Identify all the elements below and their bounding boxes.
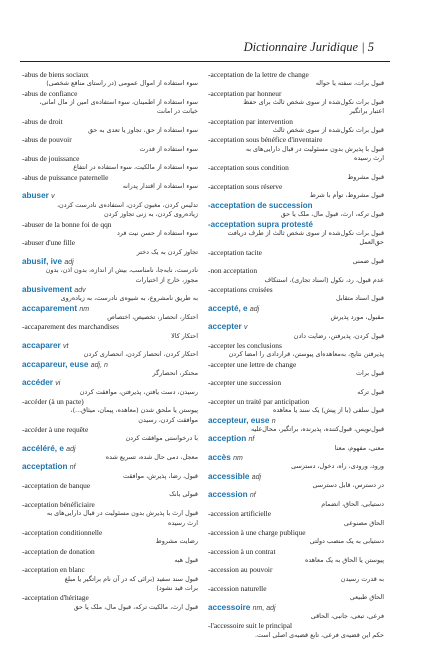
persian-definition: پیوستن یا الحاق به یک معاهده xyxy=(304,555,384,564)
persian-definition: موافقت کردن، رسیدن xyxy=(138,415,198,424)
headword: accepté, e xyxy=(208,303,248,313)
persian-definition: حق‌العمل xyxy=(359,238,384,247)
headword: accapareur, euse xyxy=(22,359,89,369)
persian-definition: دستیابی به یک منصب دولتی xyxy=(309,537,384,546)
part-of-speech: nm, adj xyxy=(252,604,276,612)
part-of-speech: nf xyxy=(248,436,255,444)
persian-definition: معجل، دمی حال شده، تسریع شده xyxy=(105,453,198,462)
persian-definition: قبول مشروط، توأم با شرط xyxy=(309,191,384,200)
french-subentry: -acceptation de donation xyxy=(22,546,95,556)
french-subentry: -acceptation d'héritage xyxy=(22,593,89,603)
persian-definition: قبول ترکه xyxy=(357,387,384,396)
persian-definition: قبول با پذیرش بدون مسئولیت در قبال دارایی‌های به xyxy=(245,144,384,153)
persian-definition: احتکار، انحصار، تخصیص، اختصاص xyxy=(107,312,198,321)
french-subentry: -abuser de la bonne foi de qqn xyxy=(22,219,112,229)
part-of-speech: adj xyxy=(66,445,76,453)
persian-definition: سوء استفاده از حق، تجاوز یا تعدی به حق xyxy=(87,126,198,135)
headword-entry xyxy=(208,416,384,425)
persian-definition: با درخواستی موافقت کردن xyxy=(125,434,198,443)
part-of-speech: nm xyxy=(79,305,90,313)
headword: abusif, ive xyxy=(22,256,63,266)
part-of-speech: adj xyxy=(249,305,260,313)
headword: accepter xyxy=(208,322,242,332)
persian-definition: سوء استفاده از اموال عمومی (در راستای منافع شخصی) xyxy=(46,79,198,88)
persian-definition: قبول کردن، پذیرفتن، رضایت دادن xyxy=(293,331,384,340)
part-of-speech: adj, n xyxy=(90,361,108,369)
headword: abuser xyxy=(22,191,49,201)
headword: accès xyxy=(208,453,231,463)
headword-entry xyxy=(22,304,198,313)
persian-definition: قبول اسناد متقابل xyxy=(336,294,384,303)
french-subentry: -accepter un traité par anticipation xyxy=(208,397,310,407)
headword-entry xyxy=(22,444,198,453)
headword: acceptation xyxy=(22,462,68,472)
persian-definition: خیانت در امانت xyxy=(156,107,198,116)
persian-definition: رسیدن، دست یافتن، پذیرفتن، موافقت کردن xyxy=(79,387,198,396)
persian-definition: قبول، رضا، پذیرش، موافقت xyxy=(123,471,198,480)
french-subentry: -abus de droit xyxy=(22,116,63,126)
headword: accession xyxy=(208,490,248,500)
part-of-speech: vi xyxy=(55,380,61,388)
persian-definition: پیوستن یا ملحق شدن (معاهده، پیمان، میثاق...)، xyxy=(70,406,198,415)
persian-definition: زیاده‌روی کردن، به زنی تجاوز کردن xyxy=(103,210,198,219)
persian-definition: قبول برات xyxy=(355,369,384,377)
french-subentry: -non acceptation xyxy=(208,266,258,276)
persian-definition: به قدرت رسیدن xyxy=(340,574,384,583)
persian-definition: تدلیس کردن، مغبون کردن، استفاده‌ی نادرست کردن، xyxy=(56,200,198,209)
french-subentry: -abus de biens sociaux xyxy=(22,70,89,79)
persian-definition: به طریق نامشروع، به شیوه‌ی نادرست، به زیاده‌روی xyxy=(60,294,198,303)
persian-definition: ارث رسیده xyxy=(168,518,198,527)
part-of-speech: n xyxy=(271,417,276,425)
persian-definition: نادرست، نابه‌جا، نامناسب، بیش از اندازه، بدون اذن، بدون xyxy=(45,266,198,275)
french-subentry: -abuser d'une fille xyxy=(22,238,76,248)
french-subentry: -acceptation de la lettre de change xyxy=(208,70,309,79)
french-subentry: -abus de pouvoir xyxy=(22,135,72,145)
persian-definition: رضایت مشروط xyxy=(155,537,198,546)
page-header xyxy=(0,0,434,66)
headword: accessoire xyxy=(208,602,251,612)
persian-definition: قبول ترکه، ارث، قبول مال، ملک یا حق xyxy=(280,210,384,219)
french-subentry: -accepter une succession xyxy=(208,378,282,388)
persian-definition: مجوز، خارج از اختیارات xyxy=(135,275,198,284)
french-subentry: -acceptation par honneur xyxy=(208,88,282,98)
french-subentry: -accepter les conclusions xyxy=(208,340,282,350)
part-of-speech: adv xyxy=(74,286,86,294)
header-divider xyxy=(20,61,390,62)
headword: acception xyxy=(208,434,247,444)
french-subentry: -abus de puissance paternelle xyxy=(22,172,109,182)
running-head xyxy=(244,40,374,55)
french-subentry: -accéder (à un pacte) xyxy=(22,397,84,407)
headword: accaparer xyxy=(22,340,61,350)
persian-definition: عدم قبول، رد، نکول (اسناد تجاری)، استنکاف xyxy=(264,275,384,284)
headword-entry xyxy=(22,285,198,294)
headword-entry xyxy=(208,472,384,481)
french-subentry: -accession à une charge publique xyxy=(208,527,306,537)
persian-definition: الحاق طبیعی xyxy=(349,593,384,602)
persian-definition: احتکار کردن، انحصار کردن، انحصاری کردن xyxy=(83,350,198,359)
persian-definition: سوء استفاده از اقتدار پدرانه xyxy=(122,182,198,191)
persian-definition: قبول برات نکول‌شده از سوی شخص ثالث برای حفظ xyxy=(243,98,384,107)
persian-definition: قبولی بانک xyxy=(169,490,198,499)
persian-definition: پذیرفتن نتایج، به‌معاهده‌ای پیوستن، قراردادی را امضا کردن xyxy=(228,350,384,359)
french-subentry: -acceptation sous bénéfice d'inventaire xyxy=(208,135,323,145)
persian-definition: حکم این قضیه‌ی فرعی، تابع قضیه‌ی اصلی است. xyxy=(254,630,384,639)
headword: accepteur, euse xyxy=(208,415,270,425)
headword-entry xyxy=(22,378,198,387)
part-of-speech: nf xyxy=(69,464,76,472)
persian-definition: دستیابی، الحاق، انضمام xyxy=(321,499,384,508)
persian-definition: برات قید نشود) xyxy=(156,583,198,592)
french-subentry: -accession artificielle xyxy=(208,509,271,519)
header-separator: | xyxy=(361,40,365,54)
persian-definition: سوء استفاده از حسن نیت فرد xyxy=(116,228,198,237)
french-subentry: -accepter une lettre de change xyxy=(208,359,297,369)
persian-definition: سوء استفاده از اطمینان، سوء استفاده‌ی امین از مال امانی، xyxy=(39,98,198,107)
headword-entry xyxy=(22,257,198,266)
persian-definition: سوء استفاده از قدرت xyxy=(139,144,198,153)
headword-entry xyxy=(208,453,384,462)
french-subentry: -acceptation tacite xyxy=(208,247,262,257)
persian-definition: قبول ارث با پذیرش بدون مسئولیت در قبال دارایی‌های به xyxy=(46,509,198,518)
part-of-speech: adj xyxy=(251,473,262,481)
french-subentry: -accession au pouvoir xyxy=(208,565,273,575)
headword: accéder xyxy=(22,378,53,388)
part-of-speech: v xyxy=(243,324,248,332)
french-subentry: -accéder à une requête xyxy=(22,425,89,435)
persian-definition: مقبول، مورد پذیرش xyxy=(330,312,384,321)
persian-definition: قبول سند سفید (برائی که در آن نام براتگیر یا مبلغ xyxy=(64,574,198,583)
persian-definition: قبول ارث، مالکیت ترکه، قبول مال، ملک یا حق xyxy=(73,602,198,611)
persian-definition: اعتبار براتگیر xyxy=(349,107,384,116)
persian-definition: سوء استفاده از مالکیت، سوء استفاده در انتفاع xyxy=(73,163,198,172)
left-column xyxy=(22,70,198,612)
french-subentry: -accession à un contrat xyxy=(208,546,276,556)
dictionary-title: Dictionnaire Juridique xyxy=(243,40,359,54)
french-subentry: -acceptation par intervention xyxy=(208,116,293,126)
part-of-speech: adj xyxy=(64,258,74,266)
headword-entry xyxy=(208,304,384,313)
french-subentry: -acceptation de banque xyxy=(22,481,91,491)
persian-definition: الحاق مصنوعی xyxy=(343,518,384,527)
french-subentry: -acceptation conditionnelle xyxy=(22,527,103,537)
headword: accaparement xyxy=(22,303,78,313)
persian-definition: قبول‌نویس، قبول‌کننده، پذیرنده، براتگیر، محال‌علیه xyxy=(250,425,384,434)
part-of-speech: nm xyxy=(233,455,243,463)
persian-definition: قبول برات نکول‌شده از سوی شخص ثالث xyxy=(272,126,384,135)
persian-definition: فرعی، تبعی، جانبی، الحاقی xyxy=(310,611,384,620)
french-subentry: -acceptation en blanc xyxy=(22,565,85,575)
french-subentry: -abus de confiance xyxy=(22,88,78,98)
headword-entry xyxy=(22,341,198,350)
french-subentry: -abus de jouissance xyxy=(22,154,80,164)
headword: abusivement xyxy=(22,284,73,294)
french-subentry: -acceptations croisées xyxy=(208,284,273,294)
headword-entry xyxy=(22,462,198,471)
part-of-speech: nf xyxy=(249,492,256,500)
persian-definition: قبول برات، سفته یا حواله xyxy=(315,79,384,88)
persian-definition: قبول سلفی (با از پیش) یک سند یا معاهده xyxy=(272,406,384,415)
french-subentry: -acceptation supra protesté xyxy=(208,219,313,229)
persian-definition: احتکار کالا xyxy=(171,331,198,340)
persian-definition: تجاوز کردن به یک دختر xyxy=(136,247,198,256)
headword: accéléré, e xyxy=(22,443,64,453)
persian-definition: قبول هبه xyxy=(174,555,198,564)
french-subentry: -acceptation bénéficiaire xyxy=(22,499,95,509)
persian-definition: قبول مشروط xyxy=(347,172,384,181)
french-subentry: -acceptation de succession xyxy=(208,200,313,210)
headword-entry xyxy=(208,322,384,331)
headword-entry xyxy=(22,360,198,369)
french-subentry: -accaparement des marchandises xyxy=(22,322,119,332)
persian-definition: ارث رسیده xyxy=(354,154,384,163)
persian-definition: محتکر، انحصارگر xyxy=(152,369,198,377)
headword-entry xyxy=(208,434,384,443)
french-subentry: -acceptation sous réserve xyxy=(208,182,283,192)
french-subentry: -l'accessoire suit le principal xyxy=(208,621,293,631)
persian-definition: قبول ضمنی xyxy=(352,256,384,265)
headword: accessible xyxy=(208,471,250,481)
persian-definition: در دسترس، قابل دسترسی xyxy=(312,481,384,490)
french-subentry: -accession naturelle xyxy=(208,583,267,593)
persian-definition: معنی، مفهوم، معنا xyxy=(334,443,384,452)
page-number: 5 xyxy=(367,40,374,54)
french-subentry: -acceptation sous condition xyxy=(208,163,289,173)
persian-definition: ورود، ورودی، راه، دخول، دسترسی xyxy=(291,462,384,471)
right-column xyxy=(208,70,384,640)
persian-definition: قبول برات نکول‌شده از سوی شخص ثالث از طرف دریافت xyxy=(227,228,384,237)
headword-entry xyxy=(22,191,198,200)
headword-entry xyxy=(208,490,384,499)
part-of-speech: vt xyxy=(62,342,69,350)
headword-entry xyxy=(208,603,384,612)
part-of-speech: v xyxy=(51,193,55,201)
